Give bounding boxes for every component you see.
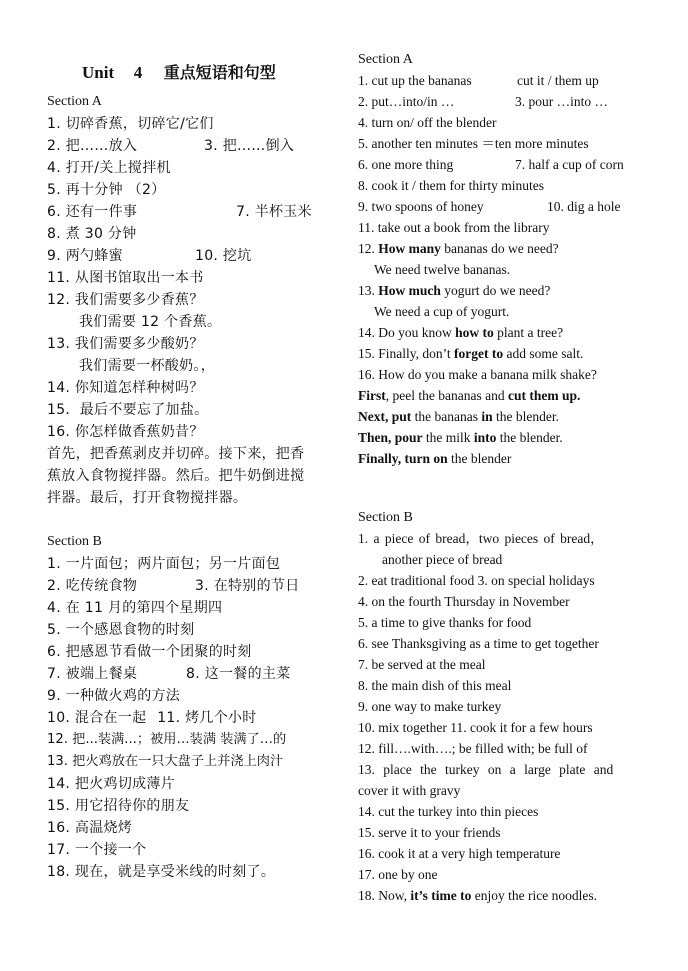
title-text: 重点短语和句型: [163, 63, 276, 82]
list-item-b: 7. 半杯玉米: [236, 204, 312, 220]
list-item: 5. another ten minutes ＝ten more minutes: [358, 136, 589, 151]
list-item: 11. 从图书馆取出一本书: [47, 270, 204, 286]
list-item: We need a cup of yogurt.: [374, 304, 510, 319]
list-item-a: 1. cut up the bananas: [358, 73, 472, 88]
list-item: 5. 一个感恩食物的时刻: [47, 622, 195, 638]
item-rest: plant a tree?: [497, 325, 564, 340]
item-keyword: in: [481, 409, 493, 424]
item-number: 13.: [358, 283, 375, 298]
right-section-a-heading: Section A: [358, 52, 413, 67]
item-keyword: First: [358, 388, 386, 403]
list-item: [358, 324, 563, 342]
list-item-b: cut it / them up: [517, 73, 599, 88]
item-rest: yogurt do we need?: [444, 283, 551, 298]
list-item: 13. place the turkey on a large plate and: [358, 762, 614, 777]
item-keyword: cut them up.: [507, 388, 581, 403]
item-number: 12.: [358, 241, 375, 256]
list-item: [47, 709, 257, 727]
list-item: [358, 240, 559, 258]
list-item: 8. the main dish of this meal: [358, 678, 512, 693]
item-keyword: How many: [378, 241, 441, 256]
item-rest: add some salt.: [506, 346, 584, 361]
item-rest: enjoy the rice noodles.: [474, 888, 597, 903]
list-item: 1. 一片面包；两片面包；另一片面包: [47, 556, 281, 572]
item-keyword: Finally, turn on: [358, 451, 448, 466]
list-item: 4. turn on/ off the blender: [358, 115, 497, 130]
left-section-a-heading: Section A: [47, 94, 102, 109]
list-item: 17. 一个接一个: [47, 842, 147, 858]
list-item: [358, 282, 550, 300]
list-item-b: 7. half a cup of corn: [515, 157, 624, 172]
list-item: [47, 665, 291, 683]
list-item-b: 11. 烤几个小时: [157, 710, 257, 726]
list-item: [358, 198, 621, 216]
list-item: 15．最后不要忘了加盐。: [47, 402, 209, 418]
item-keyword: forget to: [454, 346, 504, 361]
list-item: 4. 打开/关上搅拌机: [47, 160, 171, 176]
title-unit: Unit: [82, 63, 115, 82]
list-item: 15. 用它招待你的朋友: [47, 798, 190, 814]
paragraph-line: 蕉放入食物搅拌器。然后。把牛奶倒进搅: [47, 468, 305, 484]
list-item: [47, 203, 312, 221]
list-item-b: 3. 把……倒入: [204, 138, 295, 154]
list-item: 4. 在 11 月的第四个星期四: [47, 600, 223, 616]
list-item: 16. 高温烧烤: [47, 820, 133, 836]
list-item: [47, 247, 252, 265]
list-item: 2. eat traditional food 3. on special holidays: [358, 573, 595, 588]
item-rest: the milk: [425, 430, 471, 445]
list-item: [358, 387, 580, 405]
title-number: 4: [133, 63, 143, 82]
list-item: 4. on the fourth Thursday in November: [358, 594, 570, 609]
list-item: 6. see Thanksgiving as a time to get together: [358, 636, 599, 651]
list-item: 14. 把火鸡切成薄片: [47, 776, 176, 792]
item-text: 18. Now,: [358, 888, 407, 903]
item-rest: the blender.: [499, 430, 563, 445]
list-item: 16. 你怎样做香蕉奶昔？: [47, 424, 204, 440]
list-item-a: 2. 吃传统食物: [47, 578, 138, 594]
list-item-b: 10. 挖坑: [195, 248, 252, 264]
item-text: 14. Do you know: [358, 325, 452, 340]
list-item: cover it with gravy: [358, 783, 461, 798]
item-keyword: How much: [378, 283, 441, 298]
list-item: 5. 再十分钟 （2）: [47, 182, 166, 198]
list-item: another piece of bread: [382, 552, 503, 567]
list-item: 14. cut the turkey into thin pieces: [358, 804, 539, 819]
list-item: [358, 156, 624, 174]
list-item: 6. 把感恩节看做一个团聚的时刻: [47, 644, 252, 660]
paragraph-line: 拌器。最后，打开食物搅拌器。: [47, 490, 248, 506]
list-item-a: 6. 还有一件事: [47, 204, 138, 220]
list-item: 1. 切碎香蕉，切碎它/它们: [47, 116, 214, 132]
list-item: 1. a piece of bread，two pieces of bread，: [358, 531, 604, 546]
list-item: [358, 450, 511, 468]
list-item-b: 3. 在特别的节日: [195, 578, 300, 594]
list-item-a: 10. 混合在一起: [47, 710, 147, 726]
list-item: 7. be served at the meal: [358, 657, 486, 672]
list-item: 5. a time to give thanks for food: [358, 615, 532, 630]
list-item: [358, 345, 583, 363]
paragraph-line: 首先，把香蕉剥皮并切碎。接下来，把香: [47, 446, 305, 462]
list-item: 16. How do you make a banana milk shake?: [358, 367, 597, 382]
list-item: [358, 72, 599, 90]
list-item: 17. one by one: [358, 867, 438, 882]
list-item: 我们需要一杯酸奶。，: [79, 358, 215, 374]
right-section-b-heading: Section B: [358, 510, 413, 525]
list-item: 我们需要 12 个香蕉。: [79, 314, 222, 330]
list-item: 13. 把火鸡放在一只大盘子上并浇上肉汁: [47, 754, 284, 769]
list-item: 8. 煮 30 分钟: [47, 226, 137, 242]
item-keyword: Then, pour: [358, 430, 423, 445]
list-item-b: 8. 这一餐的主菜: [186, 666, 291, 682]
list-item-b: 3. pour …into …: [515, 94, 608, 109]
list-item: 15. serve it to your friends: [358, 825, 501, 840]
item-rest: the bananas: [414, 409, 478, 424]
item-keyword: into: [473, 430, 497, 445]
item-text: 15. Finally, don’t: [358, 346, 451, 361]
list-item: [358, 429, 563, 447]
page-title: [82, 60, 276, 83]
list-item: 9. 一种做火鸡的方法: [47, 688, 181, 704]
item-rest: the blender: [451, 451, 512, 466]
list-item-b: 10. dig a hole: [547, 199, 621, 214]
item-keyword: it’s time to: [410, 888, 472, 903]
list-item: [47, 577, 300, 595]
list-item-a: 9. 两勺蜂蜜: [47, 248, 123, 264]
item-rest: bananas do we need?: [444, 241, 559, 256]
list-item: 18. 现在，就是享受米线的时刻了。: [47, 864, 276, 880]
item-keyword: how to: [455, 325, 494, 340]
list-item: We need twelve bananas.: [374, 262, 511, 277]
list-item-a: 2. 把……放入: [47, 138, 138, 154]
item-rest: , peel the bananas and: [385, 388, 505, 403]
list-item: 8. cook it / them for thirty minutes: [358, 178, 544, 193]
left-section-b-heading: Section B: [47, 534, 102, 549]
list-item-a: 2. put…into/in …: [358, 94, 455, 109]
list-item: 9. one way to make turkey: [358, 699, 502, 714]
list-item: 11. take out a book from the library: [358, 220, 550, 235]
list-item: 12. fill….with….; be filled with; be full of: [358, 741, 588, 756]
list-item: [358, 887, 597, 905]
list-item: [358, 408, 559, 426]
list-item: [47, 137, 295, 155]
item-keyword: Next, put: [358, 409, 412, 424]
list-item: 12. 把...装满...；被用…装满 装满了…的: [47, 732, 287, 747]
list-item: [358, 93, 608, 111]
list-item-a: 6. one more thing: [358, 157, 454, 172]
item-rest: the blender.: [496, 409, 559, 424]
list-item: 13. 我们需要多少酸奶？: [47, 336, 204, 352]
list-item-a: 9. two spoons of honey: [358, 199, 484, 214]
list-item: 12. 我们需要多少香蕉？: [47, 292, 204, 308]
list-item: 16. cook it at a very high temperature: [358, 846, 561, 861]
list-item-a: 7. 被端上餐桌: [47, 666, 138, 682]
list-item: 10. mix together 11. cook it for a few hours: [358, 720, 593, 735]
list-item: 14. 你知道怎样种树吗？: [47, 380, 204, 396]
